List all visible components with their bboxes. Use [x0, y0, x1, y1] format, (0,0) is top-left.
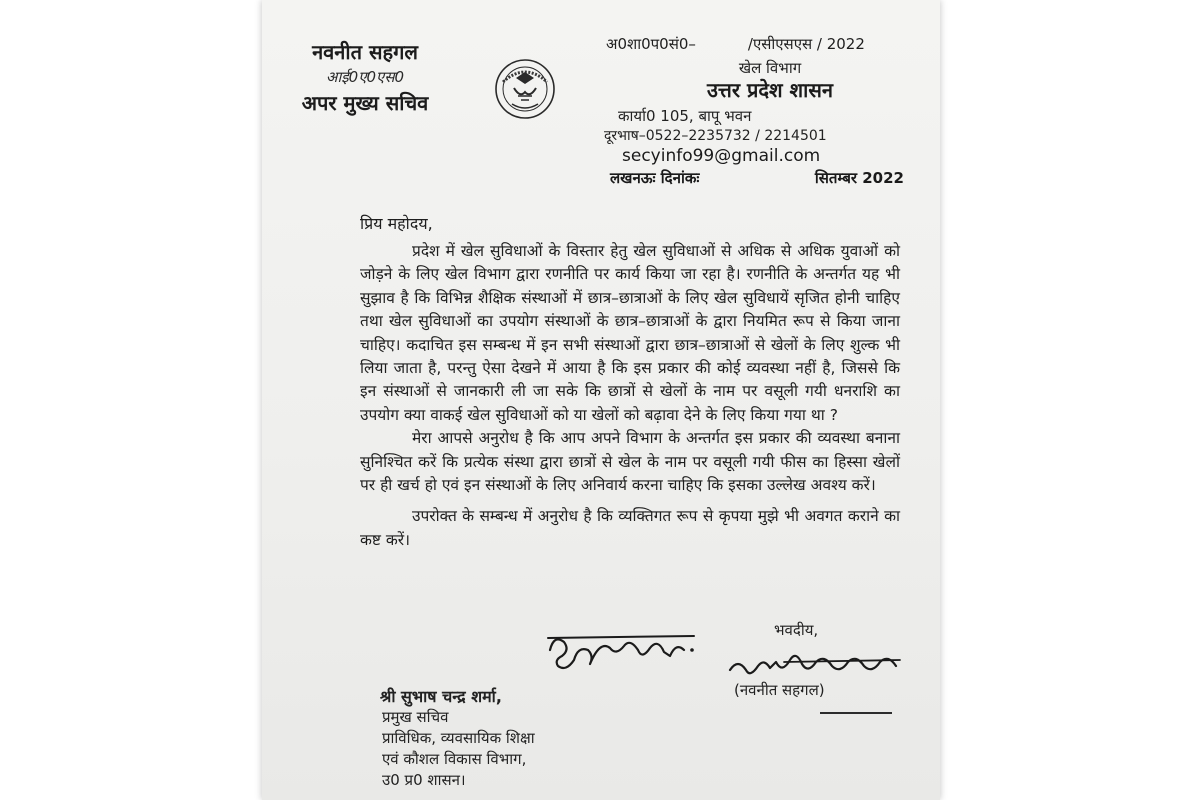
body-line: का उपयोग संस्थाओं के छात्र–छात्राओं के द्वारा नियमित रूप से किया जाना: [477, 312, 901, 331]
body-line: सके कि छात्रों से खेलों के नाम पर वसूली गयी धनराशि का उपयोग क्या: [360, 382, 900, 424]
signoff: भवदीय,: [774, 621, 819, 639]
body-line: पर वसूली गयी फीस का हिस्सा खेलों पर ही खर्च हो एवं इन संस्थाओं के: [360, 452, 900, 495]
body-line: चाहिए। कदाचित इस सम्बन्ध में इन सभी संस्थाओं द्वारा छात्र–छात्राओं से: [360, 335, 766, 354]
addressee-title: प्रमुख सचिव: [382, 708, 449, 726]
sender-name: नवनीत सहगल: [312, 40, 418, 64]
body-line: अवगत कराने का कष्ट करें।: [360, 507, 900, 549]
body-line: जा रहा है। रणनीति के अन्तर्गत यह भी सुझाव है कि विभिन्न शैक्षिक संस्थाओं: [360, 265, 900, 307]
addressee-department-2: एवं कौशल विकास विभाग,: [382, 750, 527, 768]
addressee-department-1: प्राविधिक, व्यवसायिक शिक्षा: [382, 729, 535, 747]
phone-numbers: दूरभाष–0522–2235732 / 2214501: [604, 128, 827, 144]
reference-prefix: अ0शा0प0सं0–: [606, 35, 696, 53]
department-name: खेल विभाग: [738, 59, 802, 77]
place-date-label: लखनऊः दिनांकः: [610, 169, 700, 187]
body-line: खेलों के लिए शुल्क भी लिया जाता है, परन्तु ऐसा देखने में आया है कि इस: [360, 335, 900, 378]
body-line: वाकई खेल सुविधाओं को या खेलों को बढ़ावा देने के लिए किया गया था ?: [430, 405, 838, 424]
reference-number: [606, 34, 865, 54]
body-line: प्रकार की कोई व्यवस्था नहीं है, जिससे कि इन संस्थाओं से जानकारी ली जा: [360, 359, 900, 401]
signatory-name: (नवनीत सहगल): [734, 681, 825, 699]
body-line: व्यवस्था बनाना सुनिश्चित करें कि प्रत्येक संस्था द्वारा छात्रों से खेल के नाम: [360, 429, 900, 471]
body-line: लिए अनिवार्य करना चाहिए कि इसका उल्लेख अवश्य करें।: [552, 476, 876, 495]
letter-sheet: [262, 0, 940, 800]
paragraph-3: [360, 505, 900, 552]
place-date-line: [610, 168, 904, 188]
state-emblem-icon: [494, 58, 556, 120]
addressee-government: उ0 प्र0 शासन।: [382, 771, 466, 789]
handwritten-regards-signature: [544, 620, 704, 678]
reference-suffix: /एसीएसएस / 2022: [747, 35, 865, 53]
body-line: अधिक युवाओं को जोड़ने के लिए खेल विभाग द्वारा रणनीति पर कार्य किया: [360, 242, 901, 284]
month-year: सितम्बर 2022: [814, 169, 904, 187]
sender-block: [280, 38, 450, 116]
paragraph-1: [360, 240, 900, 427]
government-name: उत्तर प्रदेश शासन: [707, 78, 833, 102]
office-address: कार्या0 105, बापू भवन: [618, 107, 752, 125]
body-line: प्रदेश में खेल सुविधाओं के विस्तार हेतु खेल सुविधाओं से अधिक से: [412, 242, 792, 260]
sender-service: आई0ए0एस0: [325, 68, 405, 86]
body-line: में छात्र–छात्राओं के लिए खेल सुविधायें सृजित होनी चाहिए तथा खेल सुविधाओं: [360, 288, 900, 331]
addressee-name: श्री सुभाष चन्द्र शर्मा,: [380, 687, 502, 706]
sender-designation: अपर मुख्य सचिव: [301, 91, 429, 115]
paragraph-2: [360, 427, 900, 497]
body-line: मेरा आपसे अनुरोध है कि आप अपने विभाग के अन्तर्गत इस प्रकार की: [412, 429, 812, 448]
body-line: उपरोक्त के सम्बन्ध में अनुरोध है कि व्यक्तिगत रूप से कृपया मुझे भी: [412, 507, 800, 526]
letter-body: [360, 240, 900, 552]
signature-underline: [820, 712, 892, 714]
addressee-block: [380, 686, 535, 791]
email-address: secyinfo99@gmail.com: [622, 146, 821, 166]
salutation: प्रिय महोदय,: [360, 214, 433, 233]
